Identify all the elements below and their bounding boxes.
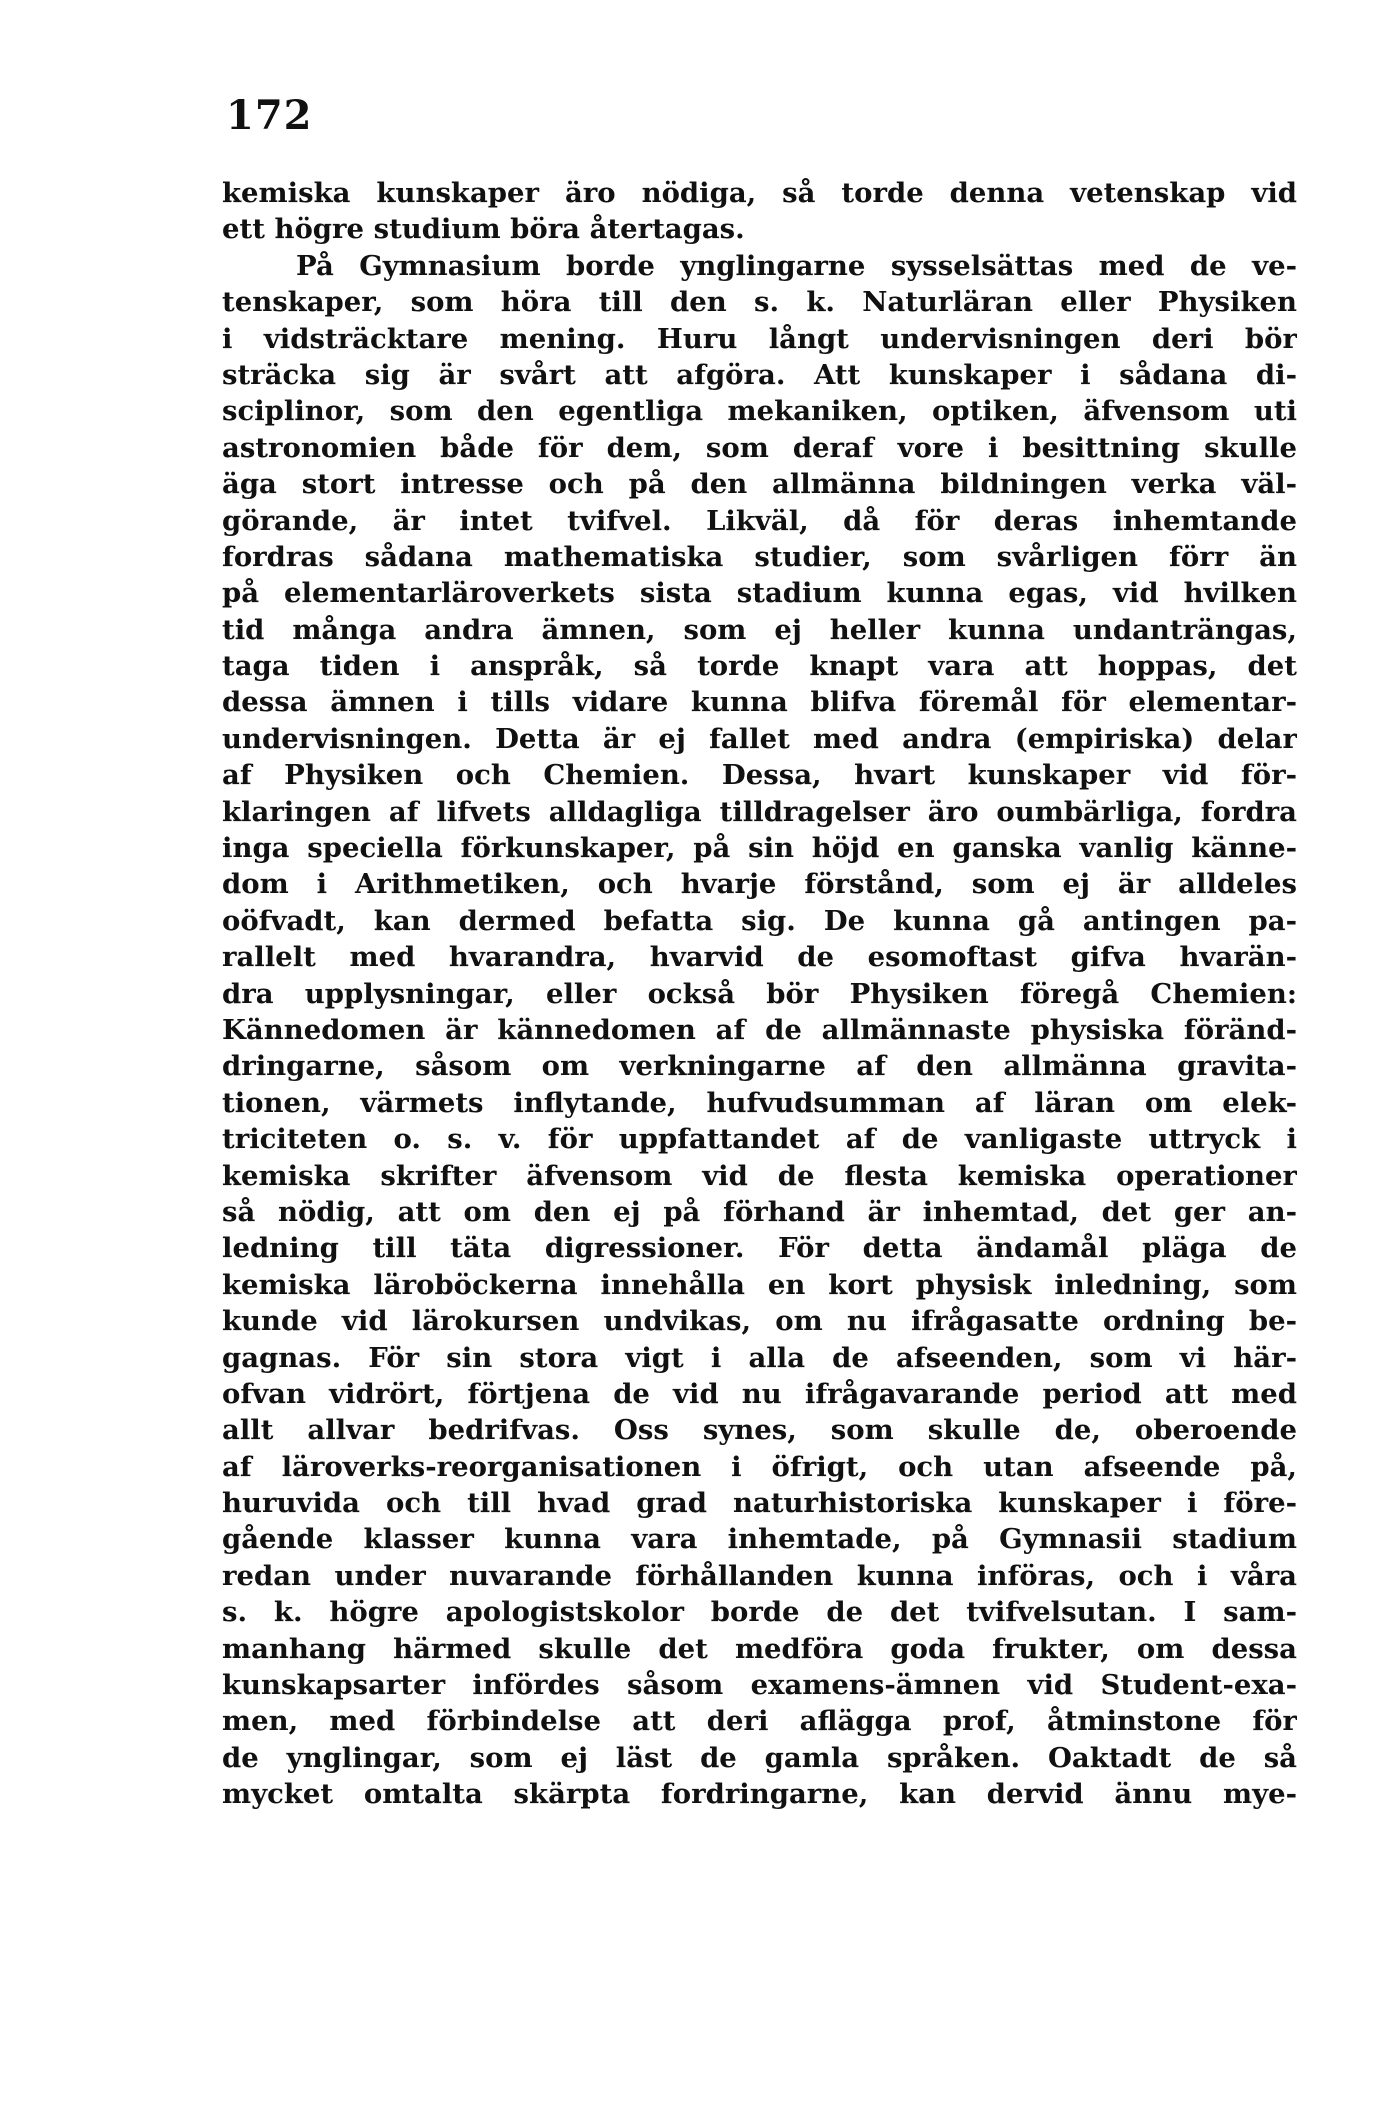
text-line: på elementarläroverkets sista stadium kunna egas, vid hvilken <box>222 577 1297 610</box>
text-line: af Physiken och Chemien. Dessa, hvart kunskaper vid för- <box>222 759 1297 792</box>
text-line: kunde vid lärokursen undvikas, om nu ifrågasatte ordning be- <box>222 1305 1297 1338</box>
text-line: kemiska läroböckerna innehålla en kort physisk inledning, som <box>222 1268 1297 1301</box>
text-line: tenskaper, som höra till den s. k. Naturläran eller Physiken <box>222 286 1297 319</box>
text-line: sträcka sig är svårt att afgöra. Att kunskaper i sådana di- <box>222 358 1297 391</box>
text-line: ett högre studium böra återtagas. <box>222 213 745 246</box>
text-line: Kännedomen är kännedomen af de allmännaste physiska föränd- <box>222 1013 1297 1046</box>
text-line: redan under nuvarande förhållanden kunna införas, och i våra <box>222 1559 1297 1592</box>
text-line: tid många andra ämnen, som ej heller kunna undanträngas, <box>222 613 1297 646</box>
text-line: rallelt med hvarandra, hvarvid de esomoftast gifva hvarän- <box>222 941 1297 974</box>
text-line: oöfvadt, kan dermed befatta sig. De kunna gå antingen pa- <box>222 904 1297 937</box>
page-number: 172 <box>226 92 313 139</box>
text-line: i vidsträcktare mening. Huru långt undervisningen deri bör <box>222 322 1297 355</box>
text-line: äga stort intresse och på den allmänna bildningen verka väl- <box>222 468 1297 501</box>
text-line: fordras sådana mathematiska studier, som svårligen förr än <box>222 540 1297 573</box>
text-line: ofvan vidrört, förtjena de vid nu ifrågavarande period att med <box>222 1377 1297 1410</box>
text-line: sciplinor, som den egentliga mekaniken, optiken, äfvensom uti <box>222 395 1297 428</box>
text-line: så nödig, att om den ej på förhand är inhemtad, det ger an- <box>222 1195 1297 1228</box>
text-line: klaringen af lifvets alldagliga tilldragelser äro oumbärliga, fordra <box>222 795 1297 828</box>
text-line: görande, är intet tvifvel. Likväl, då för deras inhemtande <box>222 504 1297 537</box>
text-line: taga tiden i anspråk, så torde knapt vara att hoppas, det <box>222 650 1297 683</box>
text-line: huruvida och till hvad grad naturhistoriska kunskaper i före- <box>222 1487 1297 1520</box>
text-line: dom i Arithmetiken, och hvarje förstånd, som ej är alldeles <box>222 868 1297 901</box>
text-line: dessa ämnen i tills vidare kunna blifva föremål för elementar- <box>222 686 1297 719</box>
text-line: tionen, värmets inflytande, hufvudsumman af läran om elek- <box>222 1086 1297 1119</box>
text-line: ledning till täta digressioner. För detta ändamål pläga de <box>222 1232 1297 1265</box>
text-line: gående klasser kunna vara inhemtade, på Gymnasii stadium <box>222 1523 1297 1556</box>
body-text <box>222 175 1297 1813</box>
text-line: kemiska kunskaper äro nödiga, så torde denna vetenskap vid <box>222 177 1297 209</box>
text-line: mycket omtalta skärpta fordringarne, kan dervid ännu mye- <box>222 1778 1297 1811</box>
text-line: På Gymnasium borde ynglingarne sysselsättas med de ve- <box>296 249 1297 282</box>
text-line: gagnas. För sin stora vigt i alla de afseenden, som vi här- <box>222 1341 1297 1374</box>
text-line: s. k. högre apologistskolor borde de det tvifvelsutan. I sam- <box>222 1596 1297 1629</box>
text-line: af läroverks-reorganisationen i öfrigt, och utan afseende på, <box>222 1450 1297 1483</box>
text-line: de ynglingar, som ej läst de gamla språken. Oaktadt de så <box>222 1741 1297 1774</box>
text-line: triciteten o. s. v. för uppfattandet af de vanligaste uttryck i <box>222 1123 1297 1156</box>
text-line: dringarne, såsom om verkningarne af den allmänna gravita- <box>222 1050 1297 1083</box>
text-line: inga speciella förkunskaper, på sin höjd en ganska vanlig känne- <box>222 832 1297 865</box>
text-line: dra upplysningar, eller också bör Physiken föregå Chemien: <box>222 977 1297 1010</box>
text-line: kunskapsarter infördes såsom examens-ämnen vid Student-exa- <box>222 1669 1297 1702</box>
text-line: astronomien både för dem, som deraf vore i besittning skulle <box>222 431 1297 464</box>
text-line: allt allvar bedrifvas. Oss synes, som skulle de, oberoende <box>222 1414 1297 1447</box>
text-line: manhang härmed skulle det medföra goda frukter, om dessa <box>222 1632 1297 1665</box>
text-line: men, med förbindelse att deri aflägga prof, åtminstone för <box>222 1705 1297 1738</box>
text-line: kemiska skrifter äfvensom vid de flesta kemiska operationer <box>222 1159 1297 1192</box>
text-line: undervisningen. Detta är ej fallet med andra (empiriska) delar <box>222 722 1297 755</box>
